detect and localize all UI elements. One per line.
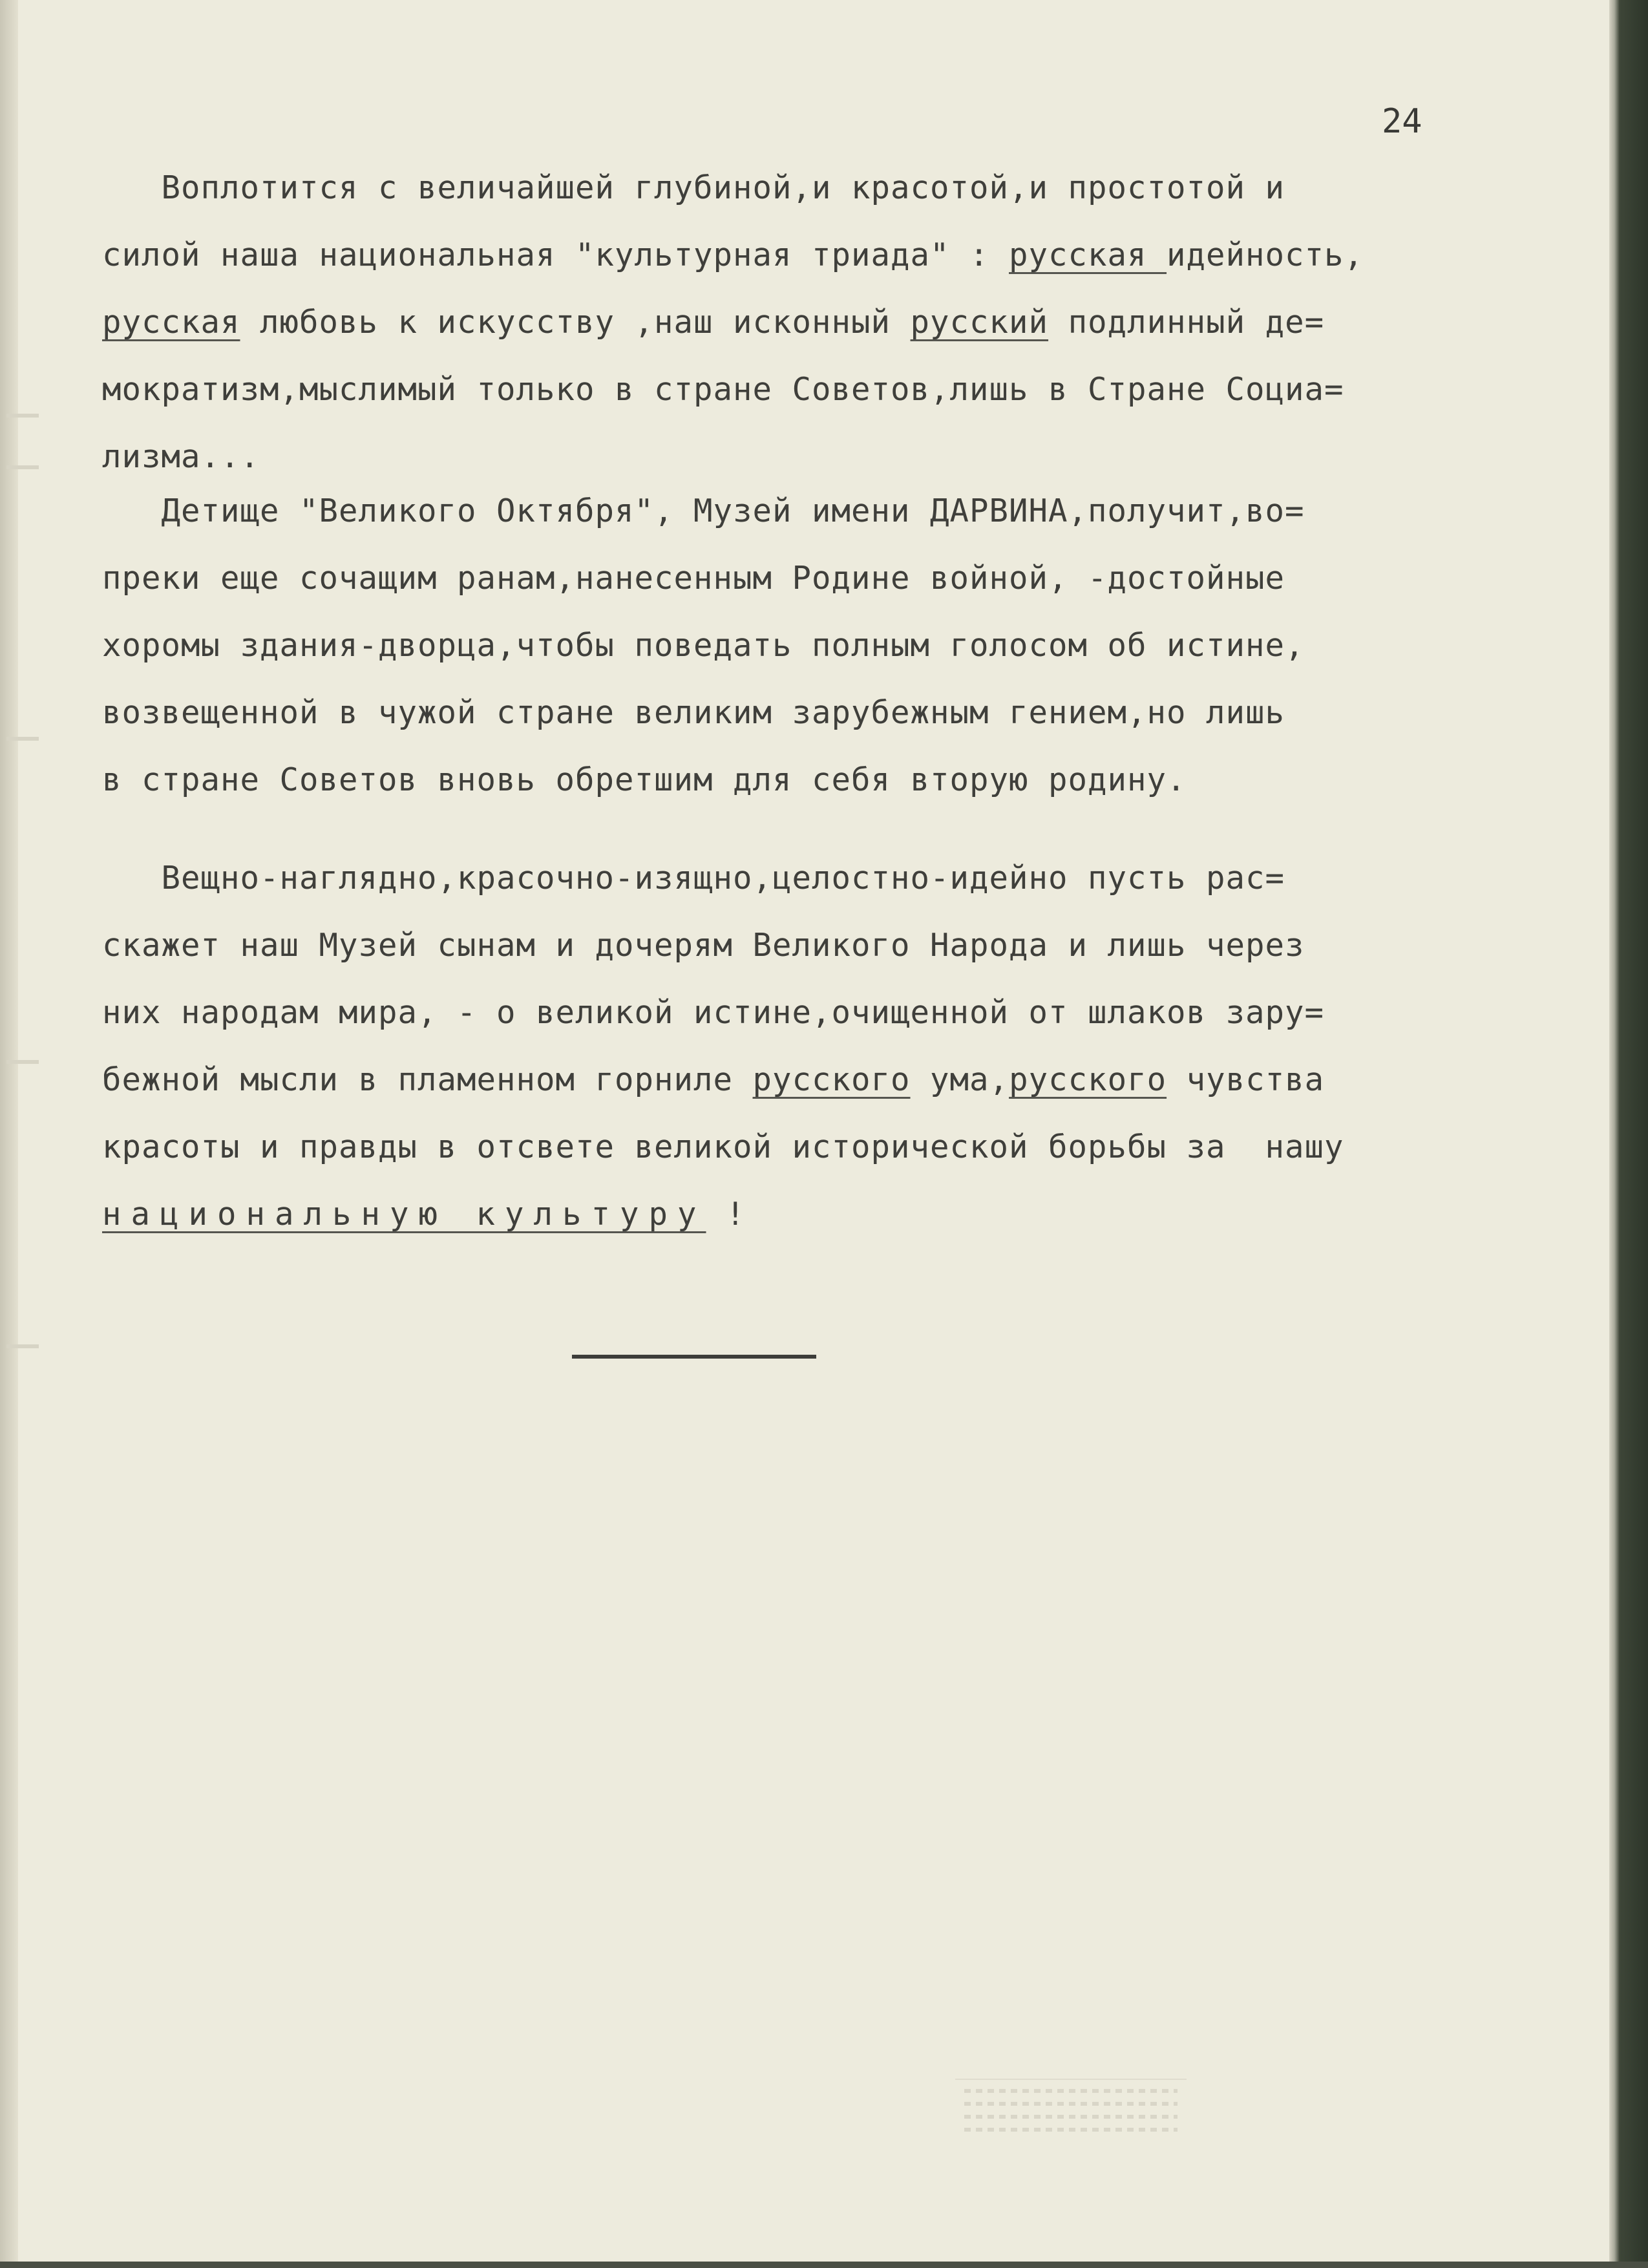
margin-mark <box>6 465 39 469</box>
text-segment: подлинный де= <box>1048 304 1325 341</box>
margin-mark <box>6 1060 39 1064</box>
text-line <box>102 237 1364 273</box>
margin-mark <box>6 414 39 418</box>
scan-edge-left <box>0 0 18 2268</box>
text-line <box>102 860 1285 896</box>
text-line <box>102 1196 746 1233</box>
margin-mark <box>6 1344 39 1348</box>
underlined-text: национальную культуру <box>102 1196 706 1233</box>
scan-edge-right <box>1609 0 1648 2268</box>
scan-edge-bottom <box>0 2262 1648 2268</box>
archive-stamp <box>955 2079 1187 2151</box>
underlined-text: русская <box>102 304 240 341</box>
text-segment: любовь к искусству ,наш исконный <box>240 304 911 341</box>
underlined-text: русского <box>752 1061 911 1098</box>
text-segment: них народам мира, - о великой истине,очищенной от шлаков зару= <box>102 994 1325 1031</box>
text-line <box>102 371 1344 408</box>
text-segment: в стране Советов вновь обретшим для себя вторую родину. <box>102 761 1187 798</box>
text-segment: чувства <box>1167 1061 1325 1098</box>
text-segment: преки еще сочащим ранам,нанесенным Родине войной, -достойные <box>102 560 1285 597</box>
text-segment: бежной мысли в пламенном горниле <box>102 1061 753 1098</box>
text-line <box>102 994 1324 1031</box>
text-line <box>102 560 1285 597</box>
text-line <box>102 694 1285 731</box>
underlined-text: русского <box>1009 1061 1167 1098</box>
end-rule <box>572 1355 816 1359</box>
text-line <box>102 304 1324 341</box>
text-segment: Вещно-наглядно,красочно-изящно,целостно-идейно пусть рас= <box>102 860 1285 896</box>
text-line <box>102 438 260 475</box>
text-segment: красоты и правды в отсвете великой исторической борьбы за нашу <box>102 1129 1344 1165</box>
text-line <box>102 627 1305 664</box>
page-number: 24 <box>1382 102 1422 141</box>
text-segment: ! <box>706 1196 746 1233</box>
text-segment: идейность, <box>1167 237 1364 273</box>
text-line <box>102 1129 1344 1165</box>
text-line <box>102 493 1305 529</box>
text-segment: мократизм,мыслимый только в стране Советов,лишь в Стране Социа= <box>102 371 1344 408</box>
text-line <box>102 169 1285 206</box>
text-line <box>102 927 1305 964</box>
underlined-text: русская <box>1009 237 1167 273</box>
text-segment: хоромы здания-дворца,чтобы поведать полным голосом об истине, <box>102 627 1305 664</box>
underlined-text: русский <box>910 304 1049 341</box>
text-line <box>102 1061 1324 1098</box>
text-segment: Детище "Великого Октября", Музей имени ДАРВИНА,получит,во= <box>102 493 1305 529</box>
text-segment: возвещенной в чужой стране великим зарубежным гением,но лишь <box>102 694 1285 731</box>
text-segment: лизма... <box>102 438 260 475</box>
text-segment: Воплотится с величайшей глубиной,и красотой,и простотой и <box>102 169 1285 206</box>
text-segment: скажет наш Музей сынам и дочерям Великого Народа и лишь через <box>102 927 1305 964</box>
text-segment: силой наша национальная "культурная триада" : <box>102 237 1009 273</box>
text-line <box>102 761 1187 798</box>
text-segment: ума, <box>910 1061 1009 1098</box>
margin-mark <box>6 737 39 741</box>
